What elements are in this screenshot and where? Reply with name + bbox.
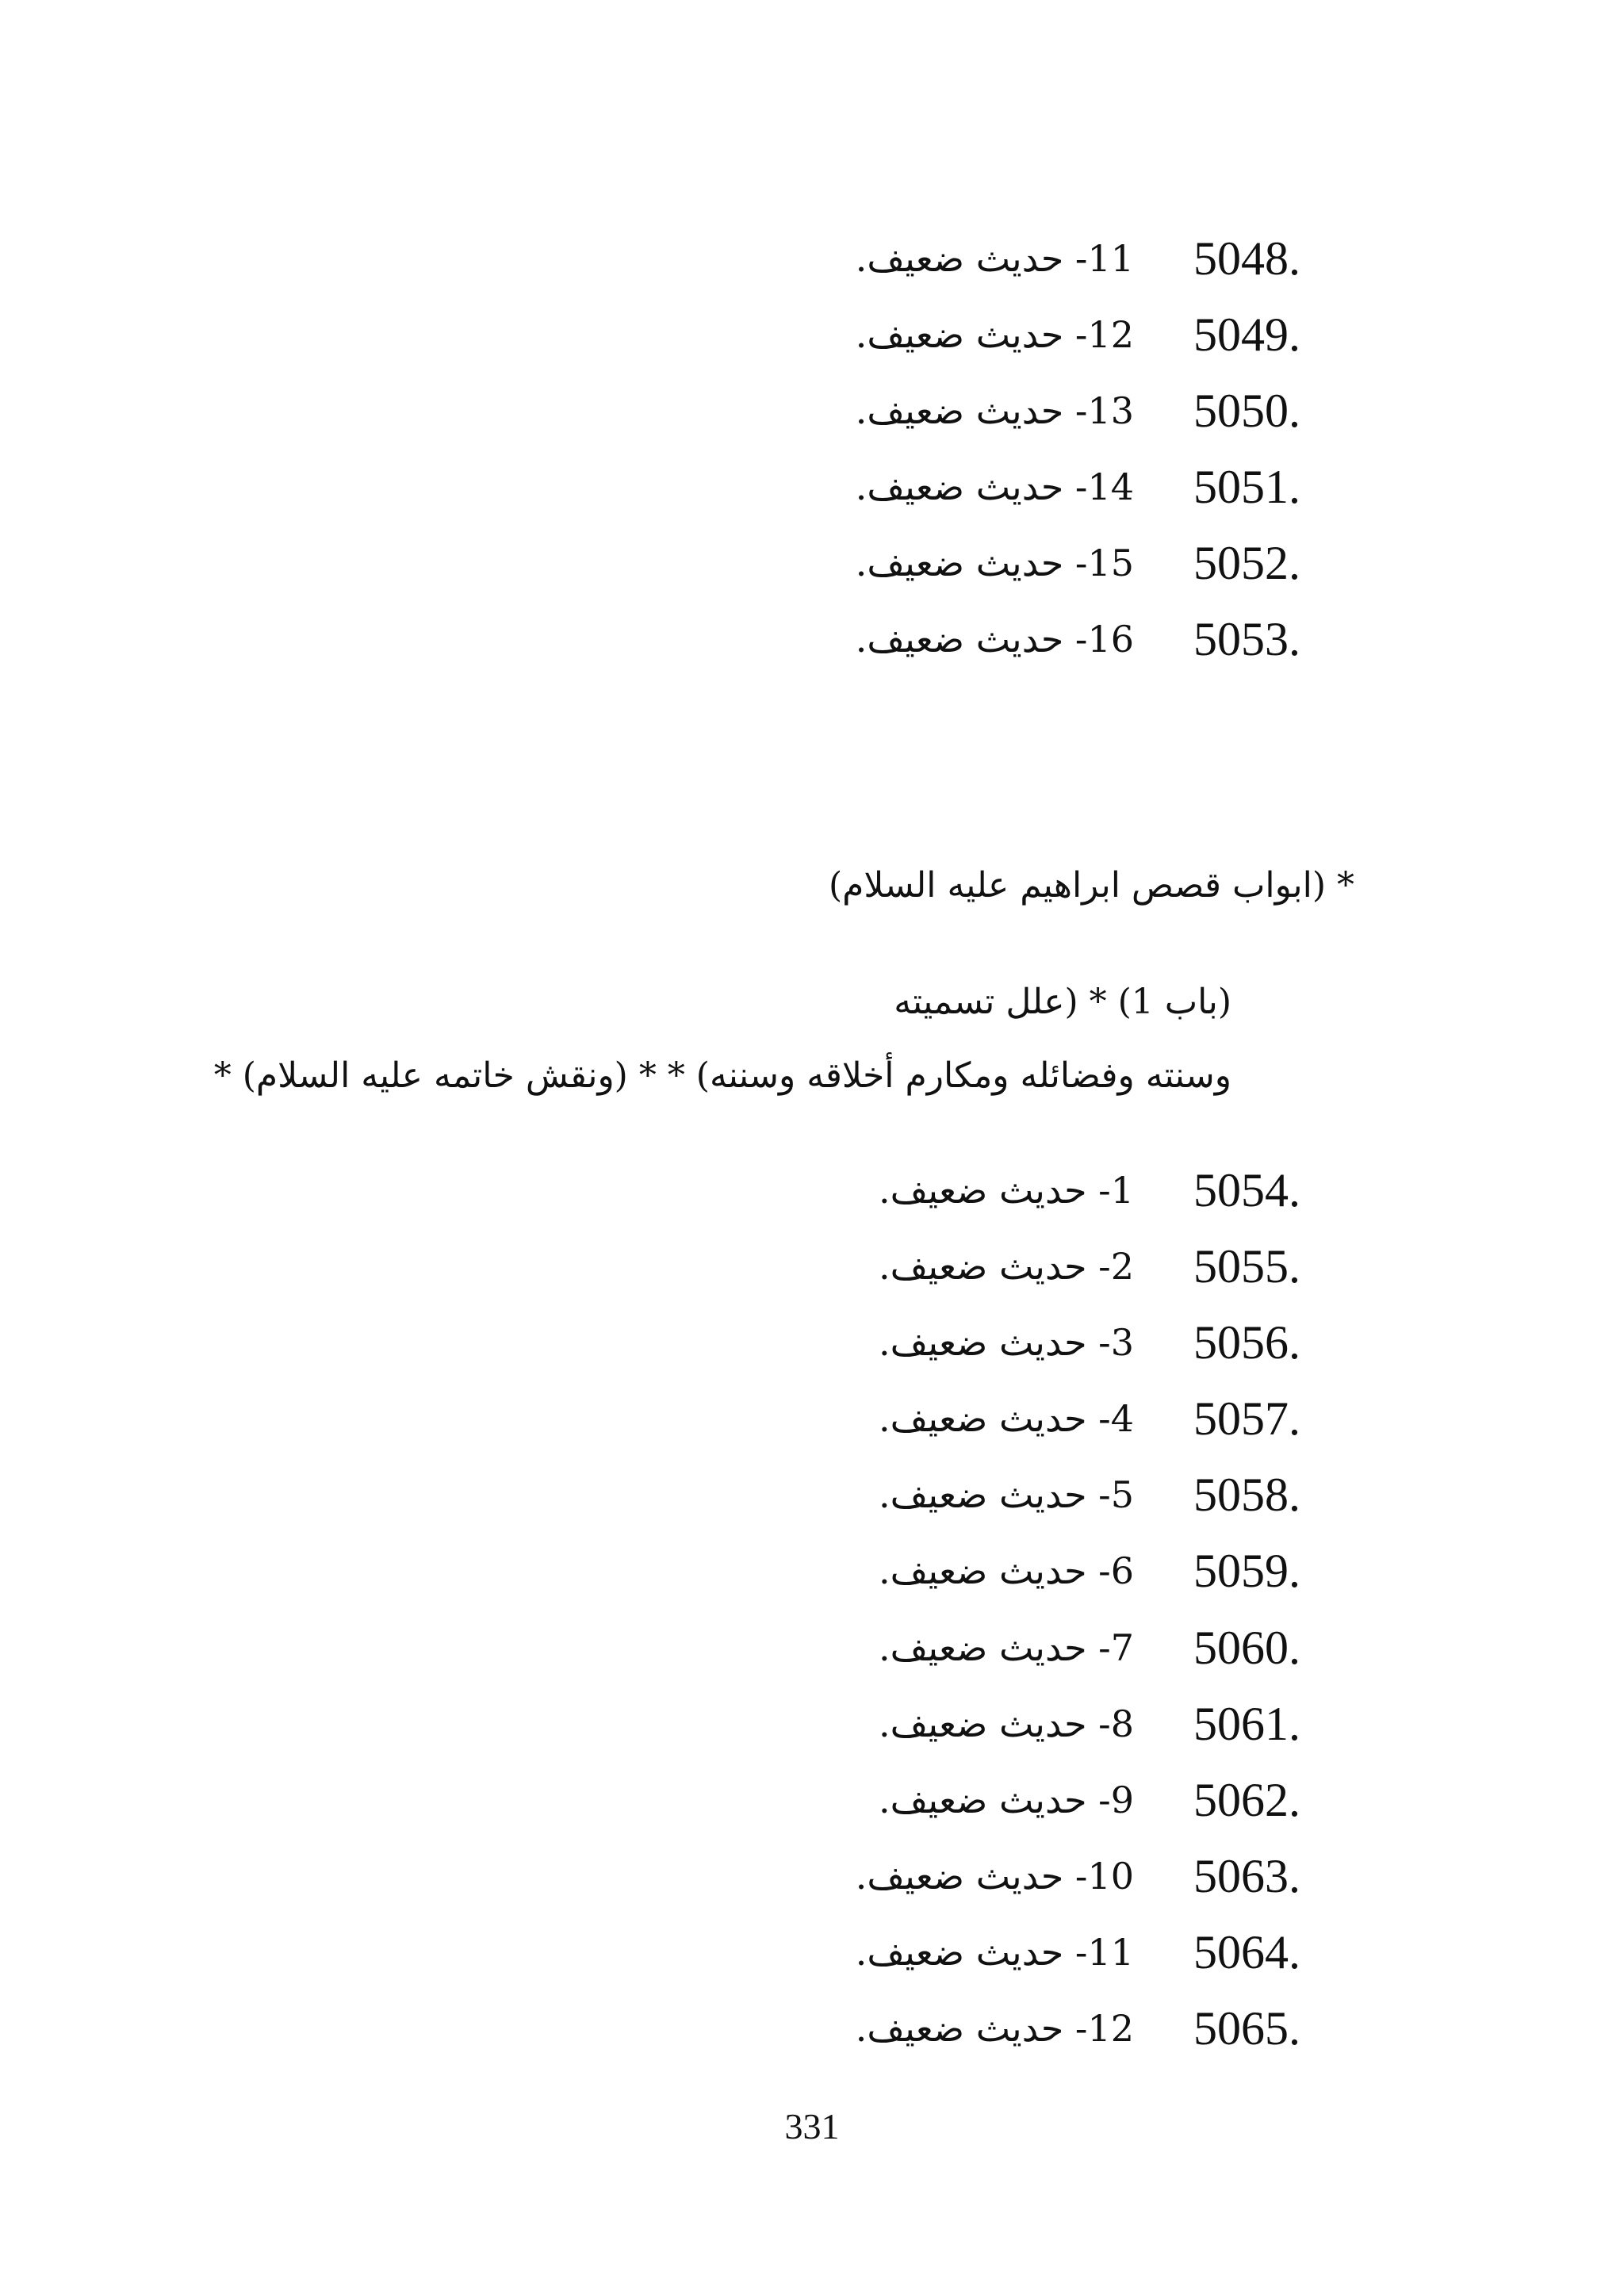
list-item	[793, 534, 1300, 611]
book-heading: * (ابواب قصص ابراهيم عليه السلام)	[828, 865, 1354, 906]
entry-text: 3- حديث ضعيف.	[879, 1321, 1134, 1365]
entry-number: 5052.	[1193, 537, 1300, 589]
list-item	[793, 1238, 1300, 1314]
entry-number: 5054.	[1193, 1164, 1300, 1216]
entry-text: 1- حديث ضعيف.	[879, 1169, 1134, 1212]
entry-number: 5064.	[1193, 1925, 1300, 1978]
entry-number: 5058.	[1193, 1469, 1300, 1522]
list-item	[793, 1542, 1300, 1618]
entry-text: 14- حديث ضعيف.	[855, 465, 1134, 508]
list-item	[793, 1619, 1300, 1695]
entry-text: 12- حديث ضعيف.	[855, 313, 1134, 356]
list-item	[793, 2000, 1300, 2076]
list-item	[793, 1162, 1300, 1238]
chapter-heading-line-2: وسنته وفضائله ومكارم أخلاقه وسننه) * * (ونقش خاتمه عليه السلام) *	[213, 1055, 1231, 1096]
list-item	[793, 458, 1300, 534]
entry-text: 16- حديث ضعيف.	[855, 618, 1134, 661]
entry-text: 8- حديث ضعيف.	[879, 1702, 1134, 1745]
entry-number: 5062.	[1193, 1773, 1300, 1826]
list-item	[793, 382, 1300, 458]
entry-text: 11- حديث ضعيف.	[855, 1930, 1134, 1974]
list-item	[793, 1924, 1300, 2000]
page-number: 331	[784, 2106, 840, 2147]
entry-number: 5061.	[1193, 1697, 1300, 1750]
list-item	[793, 1314, 1300, 1390]
list-item	[793, 306, 1300, 382]
entry-text: 10- حديث ضعيف.	[855, 1854, 1134, 1898]
entry-text: 2- حديث ضعيف.	[879, 1245, 1134, 1289]
entry-number: 5050.	[1193, 385, 1300, 437]
entry-number: 5057.	[1193, 1392, 1300, 1446]
entry-text: 9- حديث ضعيف.	[879, 1778, 1134, 1821]
entry-text: 12- حديث ضعيف.	[855, 2007, 1134, 2051]
list-item	[793, 1466, 1300, 1542]
entry-text: 11- حديث ضعيف.	[855, 237, 1134, 280]
entry-number: 5060.	[1193, 1621, 1300, 1674]
entry-number: 5049.	[1193, 308, 1300, 361]
entry-text: 6- حديث ضعيف.	[879, 1549, 1134, 1593]
entry-number: 5063.	[1193, 1849, 1300, 1902]
entry-text: 15- حديث ضعيف.	[855, 542, 1134, 584]
entry-number: 5051.	[1193, 461, 1300, 513]
entry-number: 5065.	[1193, 2002, 1300, 2055]
list-item	[793, 1390, 1300, 1466]
list-item	[793, 230, 1300, 306]
list-item	[793, 611, 1300, 687]
hadith-list-top	[793, 230, 1300, 687]
list-item	[793, 1695, 1300, 1771]
entry-number: 5048.	[1193, 232, 1300, 285]
entry-number: 5053.	[1193, 613, 1300, 665]
entry-number: 5059.	[1193, 1545, 1300, 1598]
list-item	[793, 1848, 1300, 1924]
entry-text: 5- حديث ضعيف.	[879, 1473, 1134, 1517]
entry-number: 5056.	[1193, 1316, 1300, 1369]
hadith-list-bottom	[793, 1162, 1300, 2076]
entry-text: 4- حديث ضعيف.	[879, 1397, 1134, 1441]
entry-text: 13- حديث ضعيف.	[855, 389, 1134, 432]
chapter-heading-line-1: (باب 1) * (علل تسميته	[894, 982, 1231, 1022]
entry-text: 7- حديث ضعيف.	[879, 1626, 1134, 1669]
list-item	[793, 1771, 1300, 1848]
entry-number: 5055.	[1193, 1240, 1300, 1293]
